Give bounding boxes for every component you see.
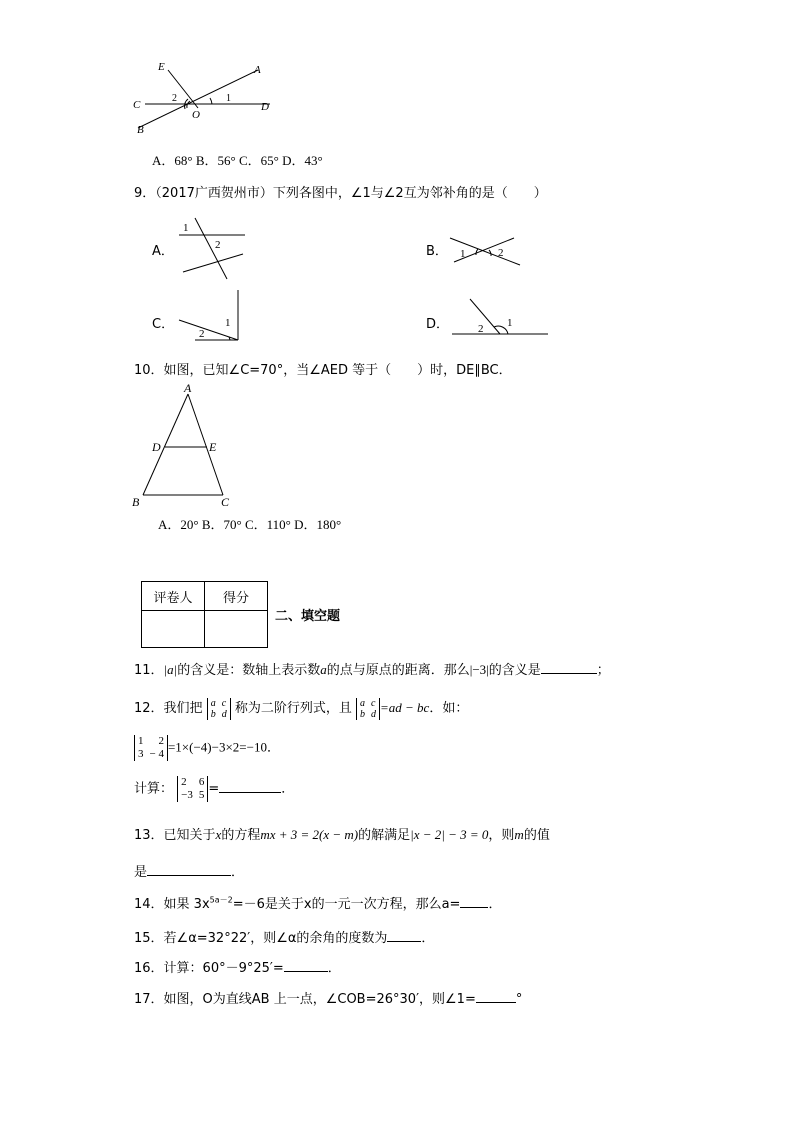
q9-option-c-label: C． bbox=[152, 317, 175, 332]
q9-option-b-label: B． bbox=[426, 244, 448, 259]
det-a: a bbox=[210, 697, 216, 709]
q9c-label-1: 1 bbox=[225, 317, 231, 329]
det2-a: a bbox=[359, 697, 365, 709]
q13-text-a: 13．已知关于 bbox=[134, 828, 216, 843]
q11-var-a: a bbox=[320, 662, 327, 677]
q12-symbolic-determinant bbox=[207, 698, 231, 720]
q17 bbox=[134, 988, 522, 1007]
q17-end: ° bbox=[515, 992, 523, 1007]
q8-label-C: C bbox=[133, 99, 141, 111]
q8-label-O: O bbox=[192, 109, 200, 121]
q12-num: 12．我们把 bbox=[134, 701, 203, 716]
det-d: d bbox=[221, 708, 227, 720]
q9b-label-1: 1 bbox=[460, 248, 466, 260]
q8-label-B: B bbox=[137, 124, 144, 136]
q9c-label-2: 2 bbox=[199, 328, 205, 340]
q10-label-D: D bbox=[152, 440, 161, 454]
q12-line1 bbox=[134, 697, 468, 720]
q11-text1: 的含义是：数轴上表示数 bbox=[177, 663, 321, 678]
q10-label-E: E bbox=[209, 440, 217, 454]
q9-figure-d bbox=[450, 296, 550, 338]
det2-b: b bbox=[359, 708, 365, 720]
q9-option-a-label: A． bbox=[152, 244, 174, 259]
q9-stem: 9．（2017广西贺州市）下列各图中，∠1与∠2互为邻补角的是（ ） bbox=[134, 186, 547, 201]
q12-symbolic-determinant-2 bbox=[356, 698, 380, 720]
q8-label-A: A bbox=[254, 64, 261, 76]
q12-formula: =ad − bc bbox=[379, 700, 430, 715]
q9-figure-c bbox=[175, 288, 245, 343]
q13-text-f: 是 bbox=[134, 865, 148, 880]
q9b-label-2: 2 bbox=[498, 247, 504, 259]
q13-text-d: ，则 bbox=[488, 828, 515, 843]
q15 bbox=[134, 927, 434, 946]
q14-text2: =－6是关于x的一元一次方程，那么a= bbox=[232, 897, 461, 912]
q13-equation: mx + 3 = 2(x − m) bbox=[260, 827, 359, 842]
q9-figure-a bbox=[175, 212, 250, 282]
q14 bbox=[134, 893, 501, 912]
score-table bbox=[141, 581, 268, 648]
det-c: c bbox=[221, 697, 227, 709]
q11-text3: 的含义是 bbox=[488, 663, 541, 678]
det-b: b bbox=[210, 708, 216, 720]
q13-var-m: m bbox=[514, 827, 524, 842]
det2-c: c bbox=[370, 697, 376, 709]
q8-label-D: D bbox=[261, 101, 269, 113]
q14-answer-blank[interactable] bbox=[460, 894, 488, 908]
q12-calc-label: 计算： bbox=[134, 781, 174, 797]
q9a-label-1: 1 bbox=[183, 222, 189, 234]
q11-text2: 的点与原点的距离．那么 bbox=[326, 663, 470, 678]
q8-options: A．68° B．56° C．65° D．43° bbox=[152, 153, 323, 168]
q10-label-A: A bbox=[184, 381, 192, 395]
q12-calc-end: ． bbox=[281, 781, 295, 797]
q10-label-C: C bbox=[221, 495, 230, 509]
q13-condition: |x − 2| − 3 = 0 bbox=[410, 827, 489, 842]
q11-abs-a: |a| bbox=[163, 662, 178, 677]
calc-r2c2: 5 bbox=[198, 789, 205, 801]
score-table-grader-cell[interactable] bbox=[142, 611, 205, 648]
q8-label-E: E bbox=[158, 61, 165, 73]
q9d-label-1: 1 bbox=[507, 317, 513, 329]
q12-answer-blank[interactable] bbox=[219, 779, 281, 793]
det2-d: d bbox=[370, 708, 376, 720]
q12-calc-determinant bbox=[177, 776, 208, 802]
q11-num: 11． bbox=[134, 663, 164, 678]
q14-text1: 14．如果 3x bbox=[134, 897, 210, 912]
q10-options: A．20° B．70° C．110° D．180° bbox=[158, 517, 342, 532]
q13-text-e: 的值 bbox=[523, 828, 550, 843]
ex-r1c1: 1 bbox=[138, 735, 144, 747]
q13-text-c: 的解满足 bbox=[358, 828, 411, 843]
q9d-label-2: 2 bbox=[478, 323, 484, 335]
ex-r2c1: 3 bbox=[138, 748, 144, 760]
q8-figure bbox=[130, 58, 280, 138]
q11-abs-minus3: |−3| bbox=[469, 662, 489, 677]
q11-answer-blank[interactable] bbox=[541, 660, 597, 674]
score-table-header-score: 得分 bbox=[205, 582, 268, 611]
q16-end: ． bbox=[327, 961, 341, 976]
q10-label-B: B bbox=[132, 495, 140, 509]
q8-label-2: 2 bbox=[172, 93, 177, 104]
calc-r2c1: −3 bbox=[181, 789, 193, 801]
q12-example-result: =1×(−4)−3×2=−10． bbox=[167, 739, 280, 755]
q16-text1: 16．计算：60°－9°25′= bbox=[134, 961, 284, 976]
q10-figure bbox=[128, 380, 240, 510]
q9-figure-b bbox=[448, 232, 528, 272]
calc-r1c2: 6 bbox=[198, 776, 205, 788]
q10-stem: 10．如图，已知∠C=70°，当∠AED 等于（ ）时，DE∥BC． bbox=[134, 363, 512, 378]
q13-end: ． bbox=[231, 865, 245, 880]
q13-answer-blank[interactable] bbox=[147, 862, 231, 876]
q16-answer-blank[interactable] bbox=[284, 958, 328, 972]
q13-var-x: x bbox=[215, 827, 222, 842]
q15-text1: 15．若∠α=32°22′，则∠α的余角的度数为 bbox=[134, 931, 388, 946]
section-heading: 二、填空题 bbox=[275, 609, 341, 624]
q17-text1: 17．如图，O为直线AB 上一点，∠COB=26°30′，则∠1= bbox=[134, 992, 476, 1007]
q9a-label-2: 2 bbox=[215, 239, 221, 251]
score-table-header-grader: 评卷人 bbox=[142, 582, 205, 611]
q11-end: ； bbox=[596, 663, 610, 678]
q9-option-d-label: D． bbox=[426, 317, 450, 332]
q12-example-determinant bbox=[134, 735, 168, 761]
q17-answer-blank[interactable] bbox=[476, 989, 516, 1003]
ex-r2c2: − 4 bbox=[149, 748, 164, 760]
score-table-score-cell[interactable] bbox=[205, 611, 268, 648]
q13-line2 bbox=[134, 861, 244, 880]
q14-end: ． bbox=[488, 897, 502, 912]
ex-r1c2: 2 bbox=[158, 735, 164, 747]
q15-end: ． bbox=[421, 931, 435, 946]
q12-text2: ．如： bbox=[429, 701, 469, 716]
q12-text1: 称为二阶行列式，且 bbox=[234, 701, 352, 716]
calc-r1c1: 2 bbox=[181, 776, 187, 788]
q16 bbox=[134, 957, 341, 976]
q13-text-b: 的方程 bbox=[221, 828, 261, 843]
q15-answer-blank[interactable] bbox=[387, 928, 421, 942]
q14-exponent: 5a－2 bbox=[209, 895, 233, 905]
q13-line1 bbox=[134, 824, 550, 843]
q8-label-1: 1 bbox=[226, 93, 231, 104]
q11 bbox=[134, 659, 610, 678]
q12-calc: 计算： 2 6 −3 5 = ． bbox=[134, 776, 295, 801]
q12-example bbox=[134, 735, 280, 761]
